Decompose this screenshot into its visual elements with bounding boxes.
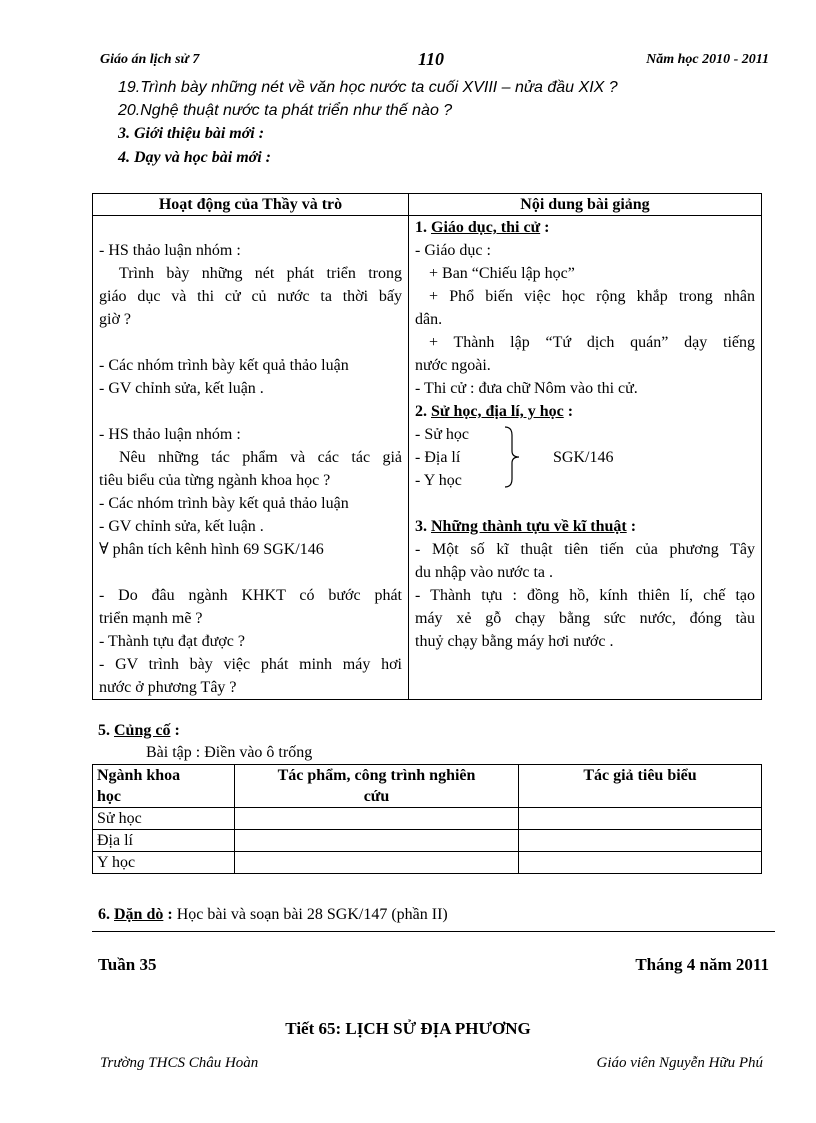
exercise-field-cell: Y học — [93, 852, 235, 874]
content-line: - Thành tựu : đồng hồ, kính thiên lí, chế tạo — [415, 587, 755, 604]
activity-line: - Thành tựu đạt được ? — [99, 633, 245, 650]
science-item: - Sử học — [415, 426, 469, 443]
section-3-heading: 3. Những thành tựu về kĩ thuật : — [415, 518, 637, 535]
content-line: dân. — [415, 311, 443, 328]
table-row — [93, 830, 762, 852]
activity-line: Trình bày những nét phát triển trong — [119, 265, 402, 282]
activity-line: - Các nhóm trình bày kết quả thảo luận — [99, 495, 349, 512]
table-row — [93, 808, 762, 830]
month-label: Tháng 4 năm 2011 — [635, 955, 769, 974]
header-school-year: Năm học 2010 - 2011 — [646, 52, 769, 67]
activity-line: giờ ? — [99, 311, 132, 328]
content-line: máy xẻ gỗ chạy bằng sức nước, đóng tàu — [415, 610, 755, 627]
science-item: - Địa lí — [415, 449, 461, 466]
question-20: 20.Nghệ thuật nước ta phát triển như thế nào ? — [118, 102, 453, 119]
exercise-blank-cell[interactable] — [519, 852, 762, 874]
activity-line: Nêu những tác phẩm và các tác giả — [119, 449, 402, 466]
content-line: - Thi cử : đưa chữ Nôm vào thi cử. — [415, 380, 638, 397]
lesson-title: Tiết 65: LỊCH SỬ ĐỊA PHƯƠNG — [285, 1019, 531, 1038]
table-row — [93, 852, 762, 874]
content-cell — [409, 216, 762, 700]
footer-school: Trường THCS Châu Hoàn — [100, 1055, 259, 1071]
content-line: du nhập vào nước ta . — [415, 564, 553, 581]
content-line: + Ban “Chiếu lập học” — [429, 265, 575, 282]
activity-line: - GV chỉnh sửa, kết luận . — [99, 380, 264, 397]
sciences-group — [415, 423, 755, 492]
exercise-header-works: Tác phẩm, công trình nghiên cứu — [235, 765, 519, 808]
exercise-blank-cell[interactable] — [235, 852, 519, 874]
week-label: Tuần 35 — [98, 955, 157, 974]
exercise-header-field: Ngành khoa học — [93, 765, 235, 808]
section-1-heading: 1. Giáo dục, thi cử : — [415, 219, 550, 236]
activity-line: - HS thảo luận nhóm : — [99, 426, 241, 443]
section-teach-heading: 4. Dạy và học bài mới : — [118, 149, 272, 166]
exercise-header-authors: Tác giả tiêu biểu — [519, 765, 762, 808]
exercise-instruction: Bài tập : Điền vào ô trống — [146, 744, 313, 761]
section-5-heading: 5. Củng cố : — [98, 722, 180, 739]
section-intro-heading: 3. Giới thiệu bài mới : — [118, 125, 265, 142]
content-line: - Giáo dục : — [415, 242, 491, 259]
activity-line: - GV chỉnh sửa, kết luận . — [99, 518, 264, 535]
col-header-activities: Hoạt động của Thầy và trò — [93, 194, 409, 216]
exercise-blank-cell[interactable] — [235, 808, 519, 830]
exercise-field-cell: Địa lí — [93, 830, 235, 852]
science-item: - Y học — [415, 472, 462, 489]
content-line: nước ngoài. — [415, 357, 491, 374]
exercise-blank-cell[interactable] — [519, 830, 762, 852]
sciences-reference: SGK/146 — [553, 449, 614, 466]
content-line: thuỷ chạy bằng máy hơi nước . — [415, 633, 614, 650]
activity-line: - Do đâu ngành KHKT có bước phát — [99, 587, 402, 604]
content-line: - Một số kĩ thuật tiên tiến của phương Tây — [415, 541, 755, 558]
divider — [92, 931, 775, 932]
section-2-heading: 2. Sử học, địa lí, y học : — [415, 403, 574, 420]
header-subject: Giáo án lịch sử 7 — [100, 52, 200, 67]
section-6-homework: 6. Dặn dò : Học bài và soạn bài 28 SGK/147 (phần II) — [98, 906, 448, 923]
exercise-blank-cell[interactable] — [519, 808, 762, 830]
exercise-table — [92, 764, 762, 874]
activity-line: - Các nhóm trình bày kết quả thảo luận — [99, 357, 349, 374]
activities-cell — [93, 216, 409, 700]
activity-line: triển mạnh mẽ ? — [99, 610, 203, 627]
question-19: 19.Trình bày những nét về văn học nước ta cuối XVIII – nửa đầu XIX ? — [118, 79, 618, 96]
activity-line: ∀ phân tích kênh hình 69 SGK/146 — [99, 541, 324, 558]
col-header-content: Nội dung bài giảng — [409, 194, 762, 216]
exercise-field-cell: Sử học — [93, 808, 235, 830]
footer-teacher: Giáo viên Nguyễn Hữu Phú — [596, 1055, 763, 1071]
exercise-blank-cell[interactable] — [235, 830, 519, 852]
page-number: 110 — [418, 49, 445, 69]
content-line: + Phổ biến việc học rộng khắp trong nhân — [429, 288, 755, 305]
content-line: + Thành lập “Tứ dịch quán” dạy tiếng — [429, 334, 755, 351]
activity-line: giáo dục và thi cử củ nước ta thời bấy — [99, 288, 402, 305]
lesson-table — [92, 193, 762, 700]
activity-line: tiêu biểu của từng ngành khoa học ? — [99, 472, 331, 489]
activity-line: - HS thảo luận nhóm : — [99, 242, 241, 259]
curly-brace-icon — [503, 425, 523, 489]
activity-line: - GV trình bày việc phát minh máy hơi — [99, 656, 402, 673]
activity-line: nước ở phương Tây ? — [99, 679, 237, 696]
